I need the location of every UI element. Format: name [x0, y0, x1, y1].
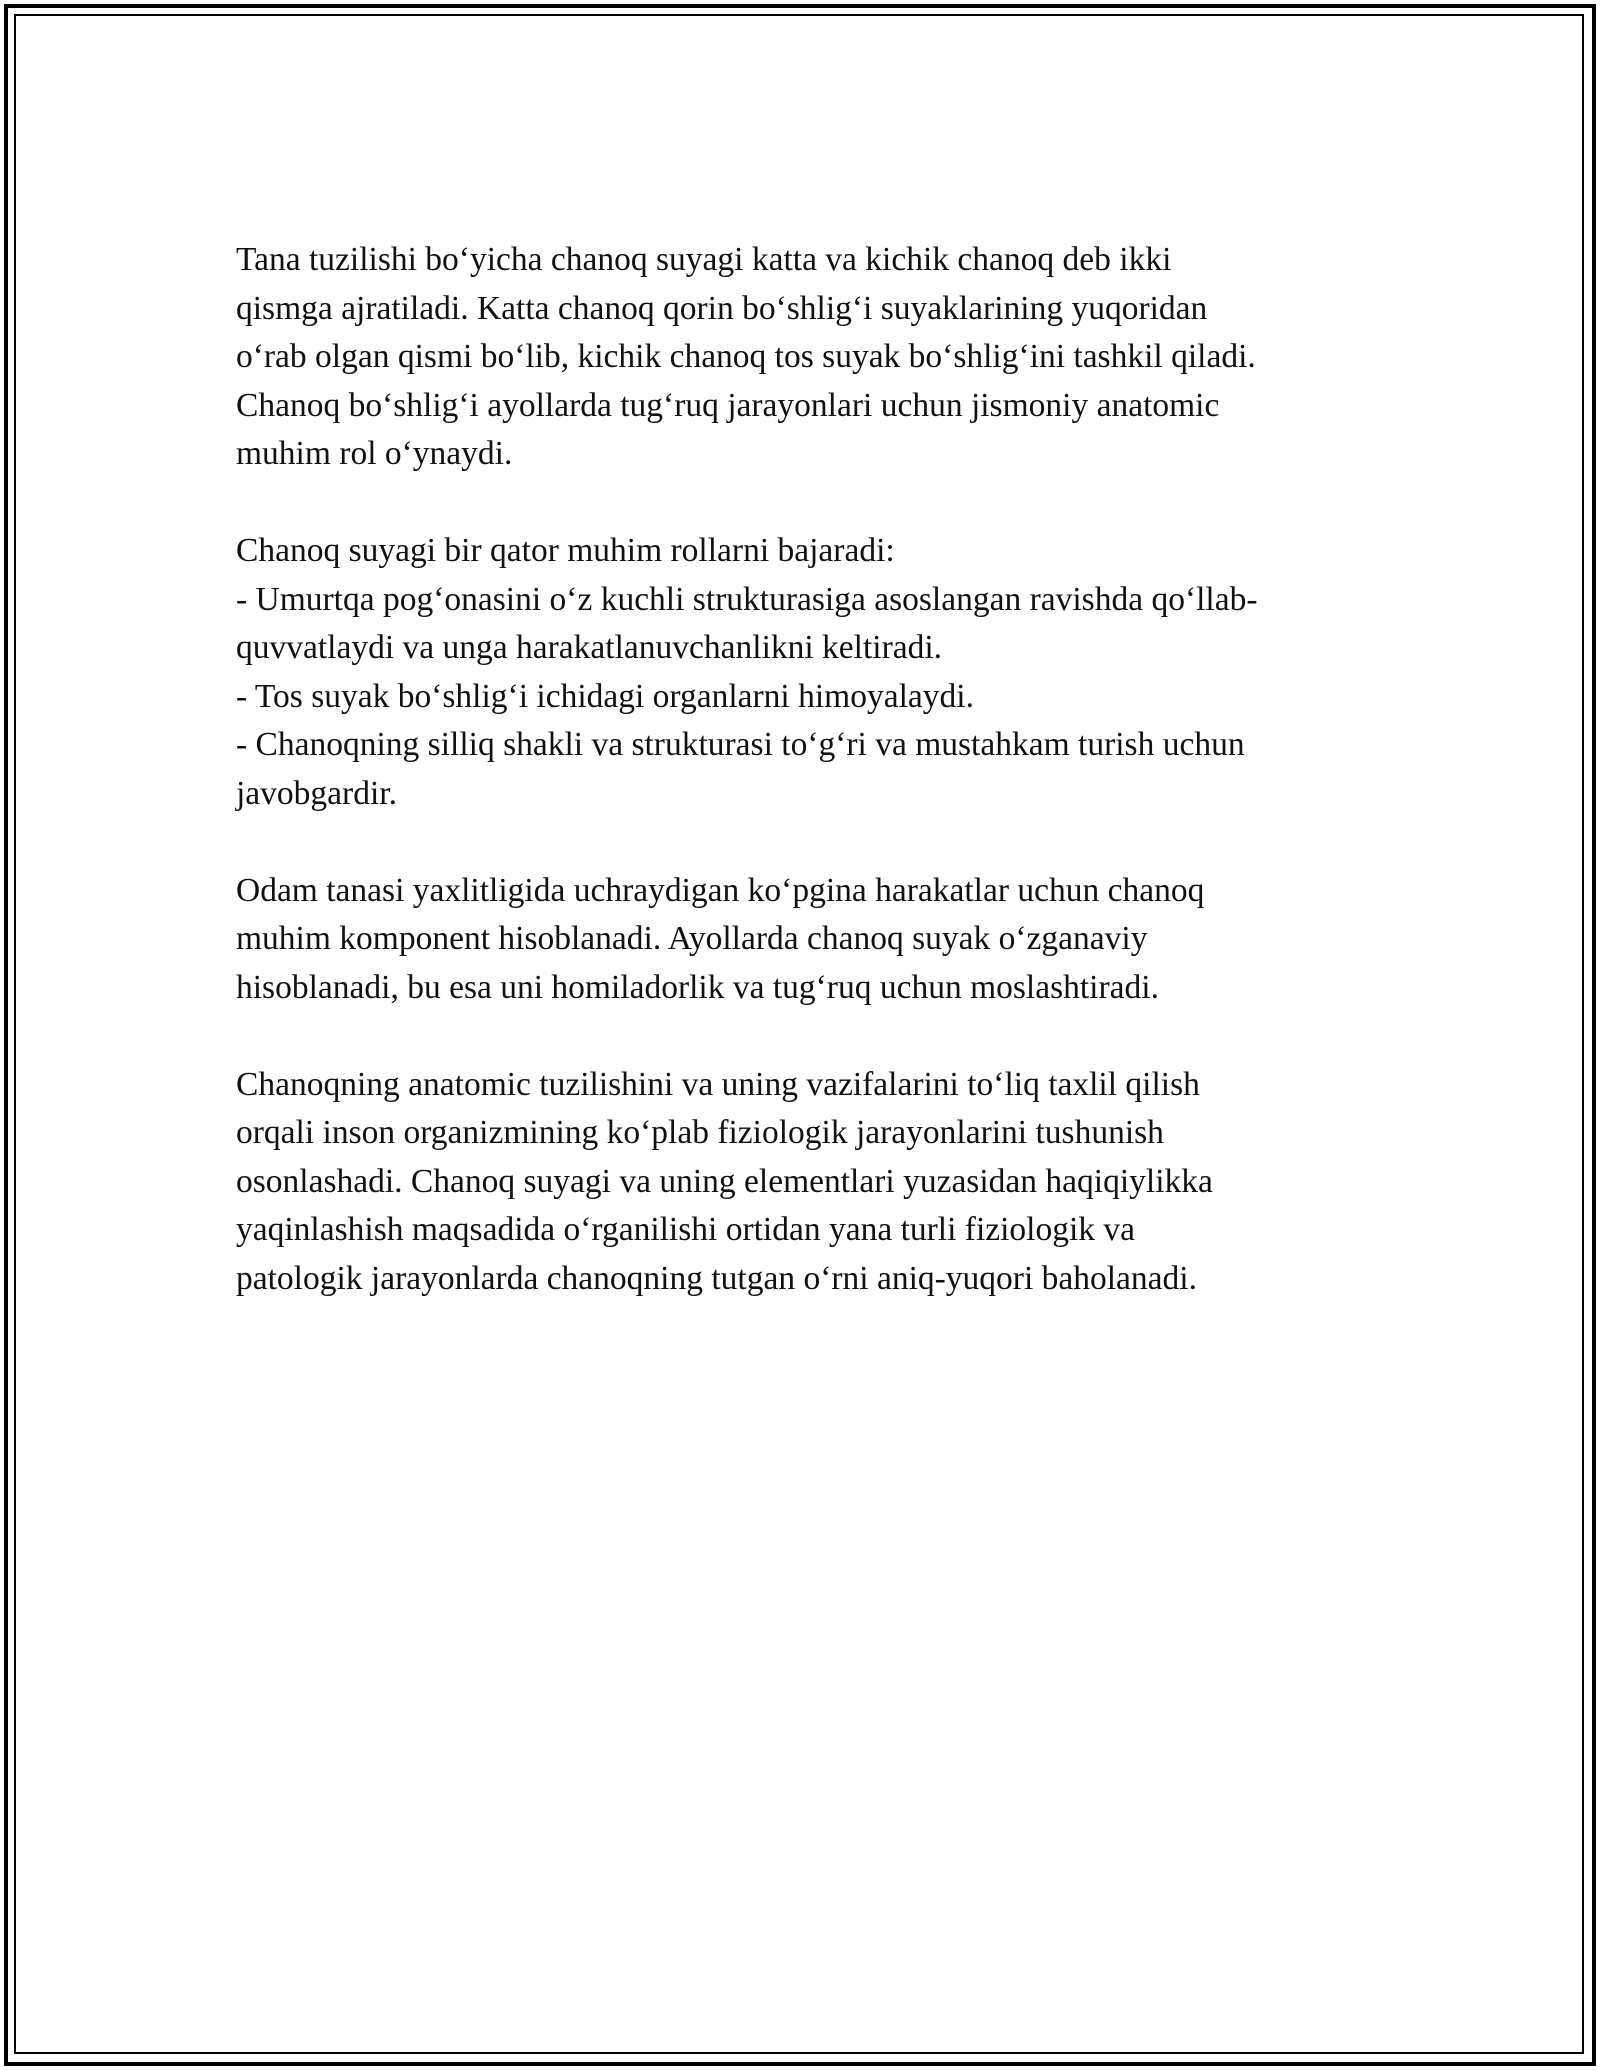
text-line: patologik jarayonlarda chanoqning tutgan o‘rni aniq-yuqori baholanadi.: [236, 1259, 1197, 1297]
paragraph-pelvis-analysis: [236, 1061, 1366, 1304]
list-item-line: quvvatlaydi va unga harakatlanuvchanlikni keltiradi.: [236, 629, 943, 666]
text-line: hisoblanadi, bu esa uni homiladorlik va tug‘ruq uchun moslashtiradi.: [236, 968, 1159, 1006]
paragraph-spacer: [236, 818, 1366, 867]
text-line: Chanoq bo‘shlig‘i ayollarda tug‘ruq jarayonlari uchun jismoniy anatomic: [236, 386, 1220, 424]
paragraph-spacer: [236, 1012, 1366, 1061]
text-line: Tana tuzilishi bo‘yicha chanoq suyagi katta va kichik chanoq deb ikki: [236, 241, 1172, 278]
text-line: osonlashadi. Chanoq suyagi va uning elementlari yuzasidan haqiqiylikka: [236, 1162, 1213, 1200]
paragraph-pelvis-roles: [236, 527, 1366, 818]
document-body: [236, 236, 1366, 1303]
text-line: muhim rol o‘ynaydi.: [236, 435, 513, 472]
paragraph-pelvis-structure: [236, 236, 1366, 479]
list-item-line: - Umurtqa pog‘onasini o‘z kuchli strukturasiga asoslangan ravishda qo‘llab-: [236, 580, 1258, 618]
list-item-line: javobgardir.: [236, 774, 397, 812]
text-line: Chanoqning anatomic tuzilishini va uning vazifalarini to‘liq taxlil qilish: [236, 1065, 1200, 1103]
list-item-line: - Tos suyak bo‘shlig‘i ichidagi organlarni himoyalaydi.: [236, 677, 974, 715]
text-line: muhim komponent hisoblanadi. Ayollarda chanoq suyak o‘zganaviy: [236, 920, 1148, 957]
text-line: orqali inson organizmining ko‘plab fiziologik jarayonlarini tushunish: [236, 1114, 1164, 1151]
text-line: o‘rab olgan qismi bo‘lib, kichik chanoq tos suyak bo‘shlig‘ini tashkil qiladi.: [236, 338, 1256, 375]
text-line: qismga ajratiladi. Katta chanoq qorin bo‘shlig‘i suyaklarining yuqoridan: [236, 289, 1208, 327]
paragraph-pelvis-movement: [236, 867, 1366, 1013]
text-line: yaqinlashish maqsadida o‘rganilishi ortidan yana turli fiziologik va: [236, 1211, 1136, 1248]
paragraph-spacer: [236, 479, 1366, 528]
list-item-line: - Chanoqning silliq shakli va strukturasi to‘g‘ri va mustahkam turish uchun: [236, 726, 1245, 763]
text-line: Odam tanasi yaxlitligida uchraydigan ko‘pgina harakatlar uchun chanoq: [236, 871, 1205, 909]
text-line: Chanoq suyagi bir qator muhim rollarni bajaradi:: [236, 532, 895, 569]
